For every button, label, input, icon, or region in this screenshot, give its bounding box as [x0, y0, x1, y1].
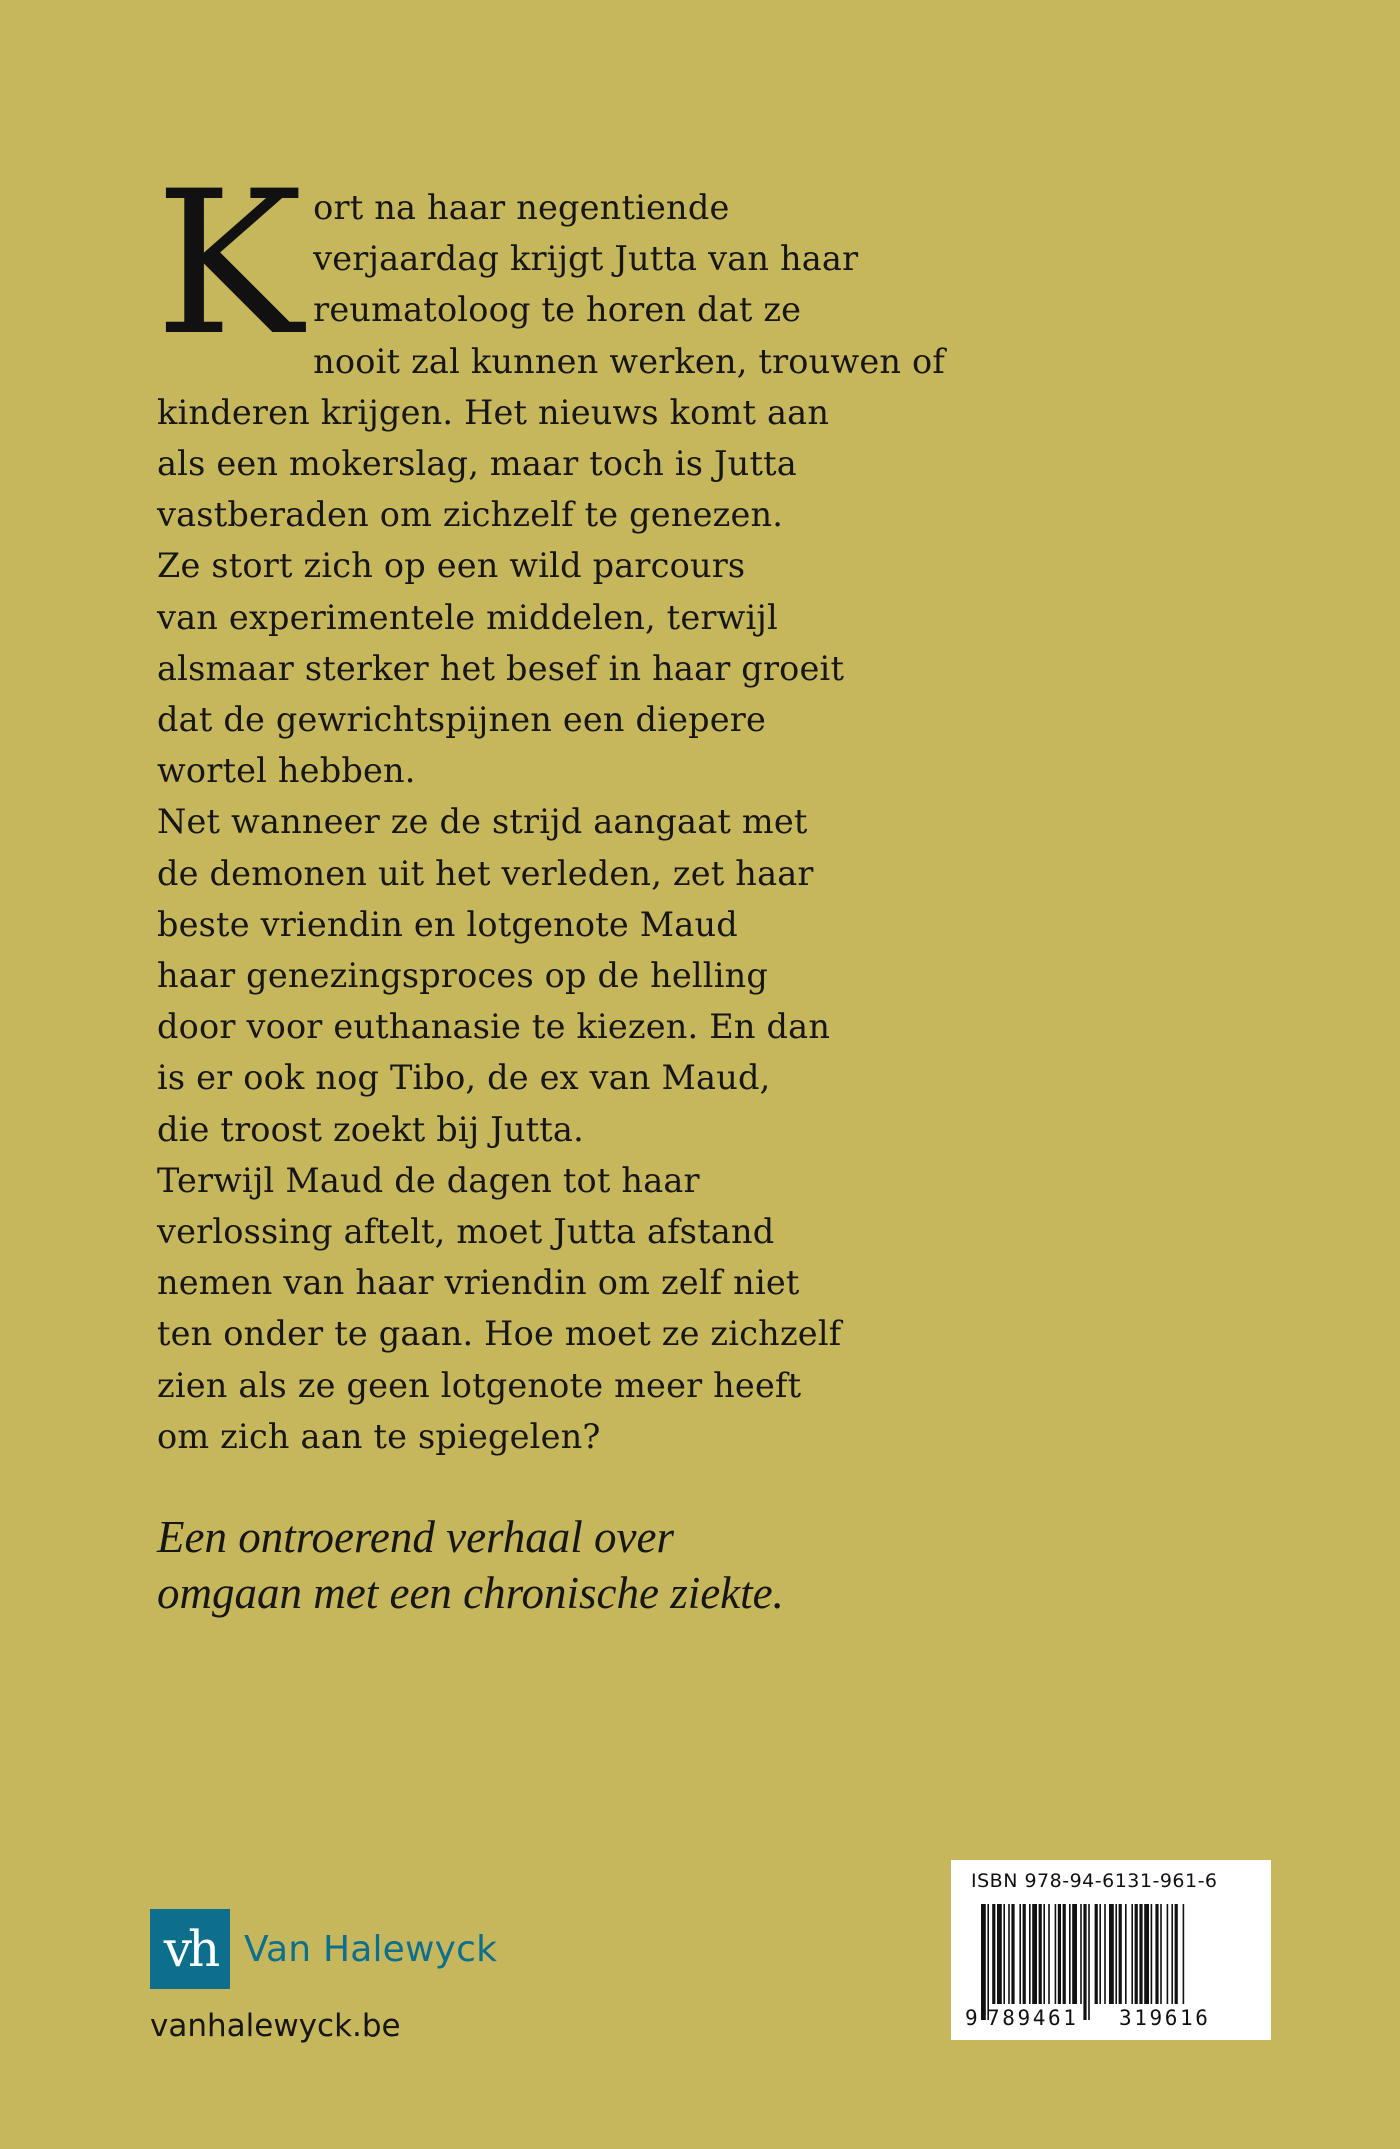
barcode-bar: [1104, 1904, 1106, 2004]
isbn-barcode: [951, 1860, 1271, 2040]
barcode-bar: [1008, 1904, 1010, 2004]
barcode-bar: [1055, 1904, 1057, 2004]
barcode-bar: [1072, 1904, 1077, 2004]
barcode-bar: [1088, 1904, 1090, 2020]
blurb-line: als een mokerslag, maar toch is Jutta: [157, 444, 797, 484]
barcode-digits-left: 789461: [987, 2006, 1079, 2030]
publisher-website: vanhalewyck.be: [150, 2008, 401, 2044]
barcode-bar: [987, 1904, 989, 2020]
barcode-bar: [1109, 1904, 1114, 2004]
barcode-bar: [1171, 1904, 1173, 2004]
blurb-line: ten onder te gaan. Hoe moet ze zichzelf: [157, 1314, 842, 1354]
blurb-line: is er ook nog Tibo, de ex van Maud,: [157, 1058, 771, 1098]
blurb-line: door voor euthanasie te kiezen. En dan: [157, 1007, 831, 1047]
barcode-bar: [981, 1904, 986, 2020]
barcode-bar: [1083, 1904, 1086, 2020]
blurb-line: verjaardag krijgt Jutta van haar: [313, 239, 859, 279]
blurb-line: nooit zal kunnen werken, trouwen of: [313, 341, 945, 381]
barcode-bar: [1069, 1904, 1071, 2004]
barcode-bar: [1080, 1904, 1082, 2004]
blurb-line: Ze stort zich op een wild parcours: [157, 546, 746, 586]
blurb-line: beste vriendin en lotgenote Maud: [157, 904, 738, 944]
barcode-bar: [1183, 1904, 1185, 2004]
blurb-line: de demonen uit het verleden, zet haar: [157, 853, 814, 893]
blurb-line: van experimentele middelen, terwijl: [157, 597, 778, 637]
barcode-bar: [1139, 1904, 1142, 2004]
isbn-label: ISBN 978-94-6131-961-6: [971, 1870, 1218, 1892]
blurb-line: zien als ze geen lotgenote meer heeft: [157, 1365, 802, 1405]
blurb-line: ort na haar negentiende: [313, 188, 730, 227]
barcode-bar: [1175, 1904, 1178, 2004]
blurb-line: om zich aan te spiegelen?: [157, 1416, 601, 1456]
tagline-line-2: omgaan met een chronische ziekte.: [157, 1568, 784, 1618]
barcode-bar: [1167, 1904, 1169, 2004]
blurb-line: kinderen krijgen. Het nieuws komt aan: [157, 392, 830, 432]
barcode-bar: [1023, 1904, 1026, 2004]
barcode-bar: [1115, 1904, 1117, 2004]
barcode-bar: [1135, 1904, 1138, 2004]
barcode-bar: [1131, 1904, 1133, 2004]
barcode-bar: [1043, 1904, 1045, 2004]
publisher-brand: [150, 1909, 497, 1989]
barcode-bar: [1058, 1904, 1061, 2004]
barcode-bar: [1011, 1904, 1014, 2004]
barcode-bar: [1144, 1904, 1149, 2004]
barcode-bar: [1095, 1904, 1098, 2004]
blurb-line: reumatoloog te horen dat ze: [313, 290, 802, 330]
blurb-line: die troost zoekt bij Jutta.: [157, 1109, 584, 1149]
barcode-bar: [1019, 1904, 1021, 2004]
blurb-line: wortel hebben.: [157, 751, 416, 791]
publisher-logo-icon: vh: [150, 1909, 230, 1989]
dropcap-letter: K: [155, 148, 304, 379]
barcode-bar: [1032, 1904, 1037, 2004]
tagline-line-1: Een ontroerend verhaal over: [157, 1512, 674, 1562]
barcode-digit-lead: 9: [965, 2006, 978, 2030]
blurb-line: Terwijl Maud de dagen tot haar: [157, 1160, 700, 1200]
barcode-bar: [1029, 1904, 1031, 2004]
barcode-bar: [1160, 1904, 1162, 2004]
barcode-digits-right: 319616: [1119, 2006, 1211, 2030]
barcode-bar: [1125, 1904, 1127, 2004]
blurb-line: nemen van haar vriendin om zelf niet: [157, 1263, 800, 1303]
blurb-line: Net wanneer ze de strijd aangaat met: [157, 802, 808, 842]
barcode-bar: [1155, 1904, 1158, 2004]
blurb-line: dat de gewrichtspijnen een diepere: [157, 700, 767, 740]
barcode-bar: [1048, 1904, 1050, 2004]
barcode-bar: [992, 1904, 995, 2004]
barcode-bar: [1063, 1904, 1066, 2004]
barcode-bar: [997, 1904, 1002, 2004]
blurb-line: haar genezingsproces op de helling: [157, 956, 769, 996]
blurb-line: vastberaden om zichzelf te genezen.: [157, 495, 784, 535]
blurb-line: alsmaar sterker het besef in haar groeit: [157, 648, 845, 688]
publisher-name: Van Halewyck: [244, 1928, 498, 1970]
tagline: [157, 1509, 957, 1621]
barcode-bar: [1151, 1904, 1153, 2004]
barcode-bar: [1039, 1904, 1042, 2004]
back-cover-blurb: [155, 148, 945, 1462]
barcode-bar: [1003, 1904, 1005, 2004]
barcode-bar: [1099, 1904, 1101, 2004]
blurb-line: verlossing aftelt, moet Jutta afstand: [157, 1212, 775, 1252]
barcode-bar: [1119, 1904, 1122, 2004]
